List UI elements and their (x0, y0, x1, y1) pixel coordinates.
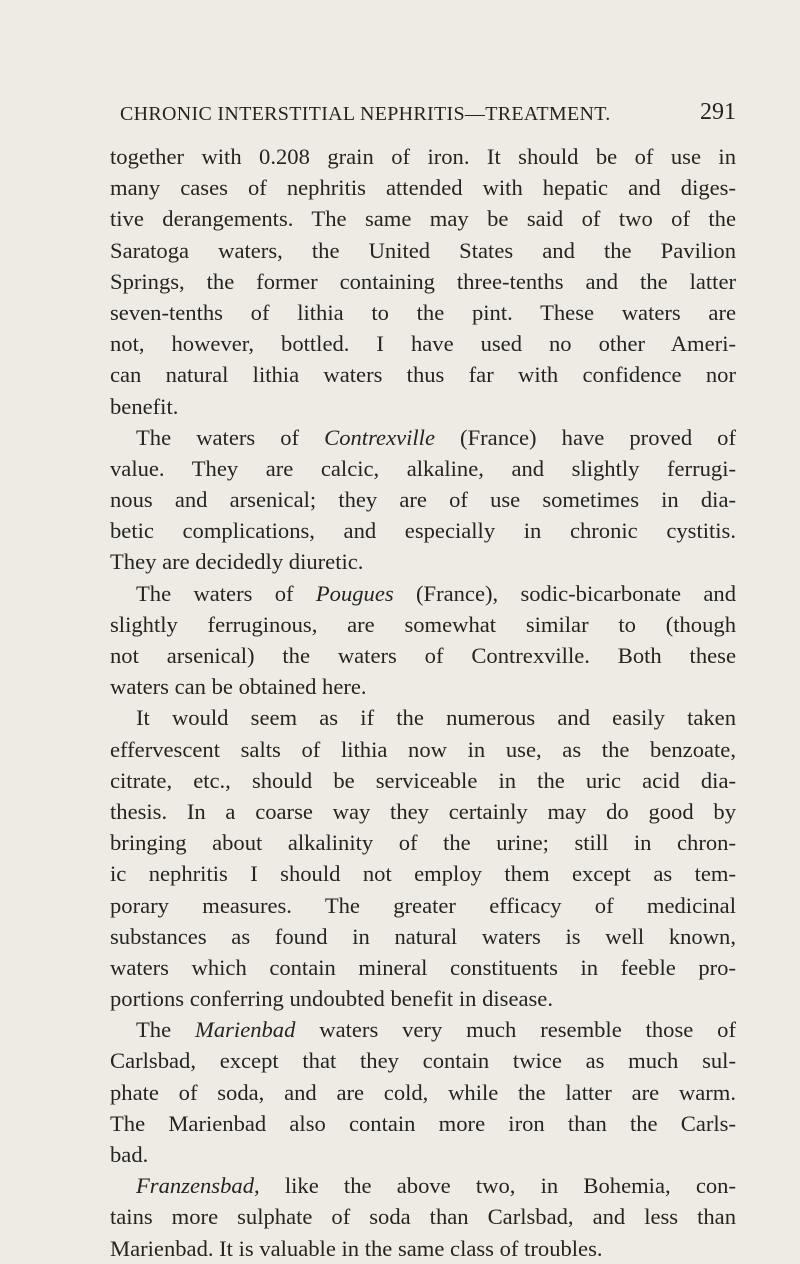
text-line: It would seem as if the numerous and easily taken (136, 705, 736, 731)
text-run: , like the above two, in Bohemia, con- (254, 1173, 736, 1199)
text-line: value. They are calcic, alkaline, and slightly ferrugi- (110, 455, 736, 481)
text-line: Saratoga waters, the United States and the Pavilion (110, 237, 736, 263)
text-line: phate of soda, and are cold, while the latter are warm. (110, 1079, 736, 1105)
text-line: effervescent salts of lithia now in use, as the benzoate, (110, 736, 736, 762)
text-line (110, 1170, 736, 1201)
text-line: benefit. (110, 393, 179, 419)
page-number: 291 (700, 99, 736, 125)
text-line: nous and arsenical; they are of use sometimes in dia- (110, 487, 736, 513)
text-line: together with 0.208 grain of iron. It should be of use in (110, 144, 736, 169)
text-line: many cases of nephritis attended with hepatic and diges- (110, 175, 736, 201)
body-text (110, 141, 736, 1264)
text-line: thesis. In a coarse way they certainly may do good by (110, 798, 736, 824)
text-line: can natural lithia waters thus far with confidence nor (110, 362, 736, 388)
text-line: tive derangements. The same may be said of two of the (110, 206, 736, 232)
italic-place-name: Marienbad (195, 1017, 296, 1043)
text-line: porary measures. The greater efficacy of medicinal (110, 892, 736, 918)
text-line: slightly ferruginous, are somewhat similar to (though (110, 611, 736, 637)
text-line (110, 1014, 736, 1045)
running-title: CHRONIC INTERSTITIAL NEPHRITIS—TREATMENT. (120, 103, 611, 125)
text-line: ic nephritis I should not employ them except as tem- (110, 861, 736, 887)
text-line: seven-tenths of lithia to the pint. These waters are (110, 299, 736, 325)
text-run: The waters of (136, 580, 316, 606)
text-line (110, 578, 736, 609)
text-line: bringing about alkalinity of the urine; still in chron- (110, 830, 736, 856)
text-line: Springs, the former containing three-tenths and the latter (110, 268, 736, 294)
text-run: (France), sodic-bicarbonate and (393, 580, 736, 606)
text-line: betic complications, and especially in chronic cystitis. (110, 518, 736, 544)
text-line: tains more sulphate of soda than Carlsbad, and less than (110, 1204, 736, 1230)
text-run: The waters of (136, 424, 325, 450)
italic-place-name: Contrexville (324, 424, 435, 450)
text-line: Marienbad. It is valuable in the same class of troubles. (110, 1235, 603, 1261)
text-line: not arsenical) the waters of Contrexville. Both these (110, 643, 736, 668)
italic-place-name: Pougues (315, 580, 394, 606)
text-line: They are decidedly diuretic. (110, 549, 364, 575)
text-line: waters can be obtained here. (110, 674, 367, 700)
text-line: portions conferring undoubted benefit in disease. (110, 986, 553, 1012)
italic-place-name: Franzensbad (136, 1173, 254, 1199)
text-line: not, however, bottled. I have used no other Ameri- (110, 331, 736, 357)
text-line: Carlsbad, except that they contain twice as much sul- (110, 1048, 736, 1074)
text-line: substances as found in natural waters is well known, (110, 923, 736, 949)
text-run: The (136, 1017, 195, 1043)
text-line (110, 422, 736, 453)
text-line: citrate, etc., should be serviceable in the uric acid dia- (110, 767, 736, 793)
running-head (110, 95, 736, 129)
text-line: The Marienbad also contain more iron than the Carls- (110, 1110, 736, 1136)
text-run: waters very much resemble those of (295, 1017, 736, 1043)
text-run: (France) have proved of (434, 424, 736, 450)
text-line: bad. (110, 1142, 149, 1167)
text-line: waters which contain mineral constituents in feeble pro- (110, 954, 736, 980)
